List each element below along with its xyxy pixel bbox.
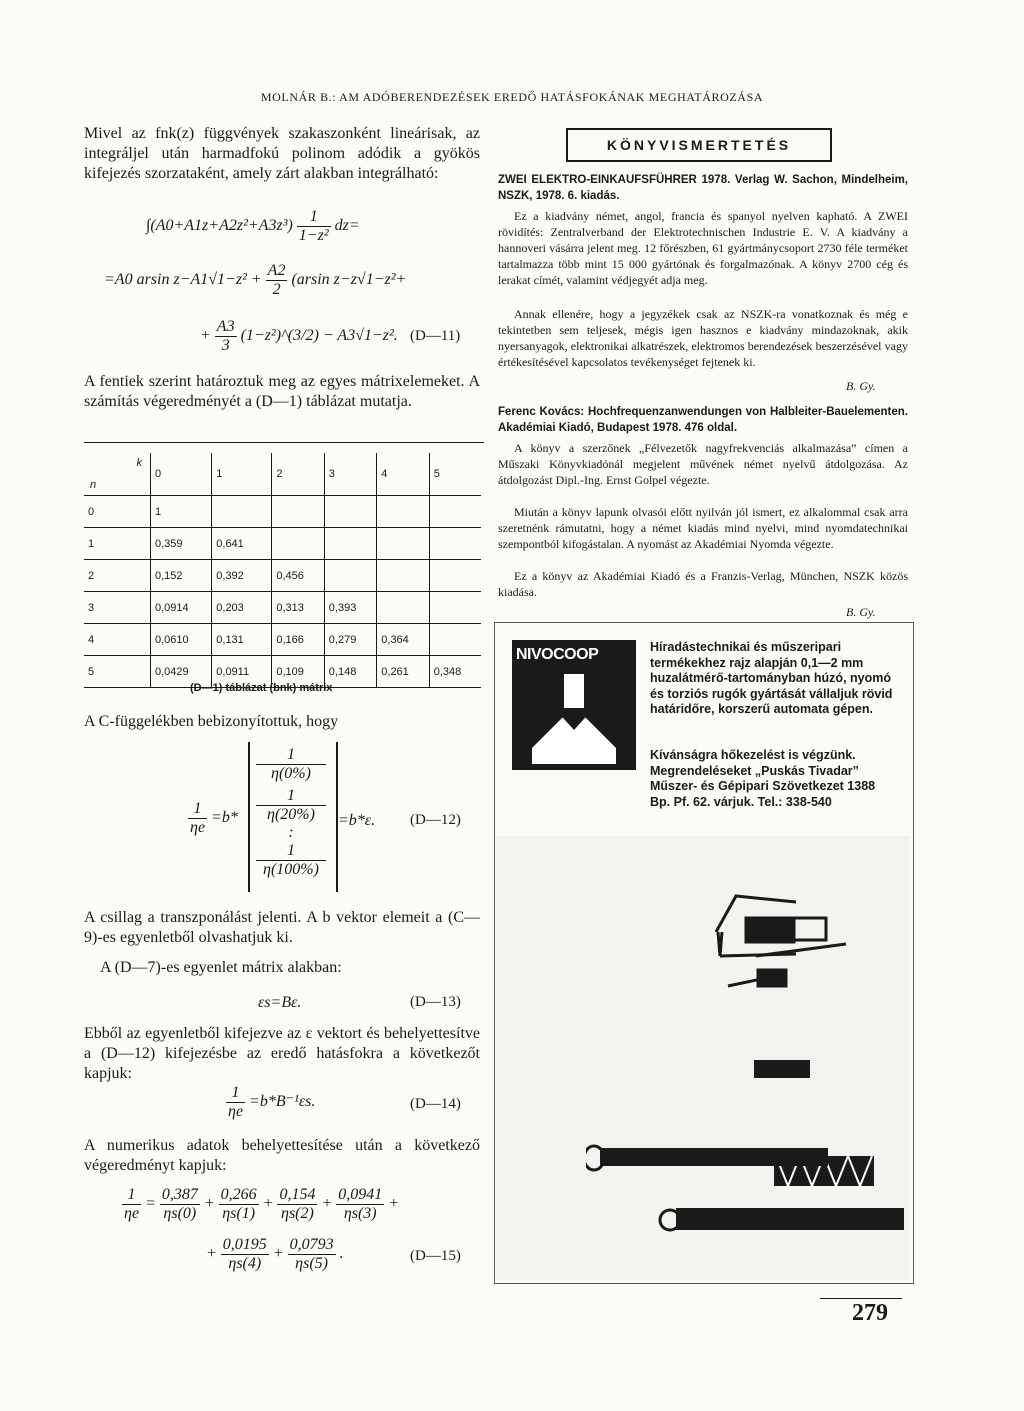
eq14-fraction	[226, 1084, 245, 1121]
equation-d13: εs=Bε.	[258, 994, 302, 1011]
equation-d11-line2	[104, 262, 406, 299]
eq11-line3-num: A3	[216, 318, 235, 335]
table-cell	[272, 496, 324, 528]
page-number-rule	[820, 1298, 902, 1299]
eq12-lhs-den: ηe	[190, 819, 206, 836]
table-cell: 0,364	[377, 624, 429, 656]
eq15-term-num: 0,0793	[289, 1236, 334, 1253]
col-header-3: 3	[324, 453, 376, 496]
table-cell: 0,359	[151, 528, 212, 560]
table-cell: 0,0429	[151, 656, 212, 688]
equation-number-d11: (D—11)	[410, 328, 461, 344]
eq15-term-2	[277, 1186, 317, 1223]
eq15-term-den: ηs(5)	[295, 1255, 328, 1272]
table-row	[84, 528, 481, 560]
review1-paragraph2: Annak ellenére, hogy a jegyzékek csak az NSZK-ra vonatkoznak és még e tekintetben sem teljesek, mégis igen hasznos e kiadvány mindazoknak, akik nyersanyagok, elektronikai alkatrészek, elektromos berendezések beszerzésével vagy értékesítésével kapcsolatos tevékenységet fejtenek ki.	[498, 307, 908, 369]
eq12-one: 1	[256, 787, 326, 806]
matrix-table-d1	[84, 453, 481, 688]
equation-d12-lhs	[188, 800, 238, 837]
eq12-vec-item-3	[256, 842, 326, 879]
eq12-b-star: =b*	[211, 809, 238, 827]
eq11-line3: (1−z²)^(3/2) − A3√1−z².	[240, 327, 398, 345]
eq12-vector	[256, 746, 326, 879]
small-spring-icon	[754, 1060, 810, 1078]
equation-d11-line3: + $\frac{A3}{3}$ (1−z²)^(3/2) − A3√1−z².	[200, 318, 398, 354]
table-cell: 0,203	[212, 592, 272, 624]
row-label: 5	[84, 656, 151, 688]
table-cell: 0,148	[324, 656, 376, 688]
eq12-vec-den-0: η(0%)	[271, 765, 311, 782]
review1-signature: B. Gy.	[846, 379, 876, 393]
table-row	[84, 496, 481, 528]
eq15-term-den: ηs(0)	[163, 1205, 197, 1222]
paragraph-matrix-elements: A fentiek szerint határoztuk meg az egyes mátrixelemeket. A számítás végeredményét a (D—1) táblázat mutatja.	[84, 373, 480, 410]
table-cell: 0,261	[377, 656, 429, 688]
table-cell: 1	[151, 496, 212, 528]
table-cell	[212, 496, 272, 528]
n-label: n	[90, 479, 97, 491]
table-cell	[429, 624, 481, 656]
paragraph-matrix-form: A (D—7)-es egyenlet mátrix alakban:	[100, 959, 342, 976]
eq15-term-num: 0,0941	[338, 1186, 383, 1203]
table-cell	[429, 528, 481, 560]
table-corner-cell	[84, 453, 151, 496]
equation-d15-line1: $\frac{1}{\eta e}$ = $\frac{0,387}{\eta s(0)}$ + $\frac{0,266}{\eta s(1)}$ + $\frac{0,154}{\eta s(2)}$ + $\frac{0,0941}{\eta s(3)}$ +	[124, 1186, 400, 1222]
table-cell: 0,0610	[151, 624, 212, 656]
page-number: 279	[852, 1300, 888, 1326]
table-cell: 0,456	[272, 560, 324, 592]
ad-text-1: Híradástechnikai és műszeripari termékekhez rajz alapján 0,1—2 mm huzalátmérő-tartományban húzó, nyomó és torziós rugók gyártását vállaljuk rövid határidőre, korszerű automata gépen.	[650, 640, 893, 716]
eq11-line3-fraction	[215, 318, 237, 355]
table-cell: 0,392	[212, 560, 272, 592]
table-row	[84, 560, 481, 592]
eq11-line3-den: 3	[221, 337, 230, 354]
eq11-line2b: (arsin z−z√1−z²+	[291, 271, 407, 289]
review1-paragraph1: Ez a kiadvány német, angol, francia és spanyol nyelven kapható. A ZWEI rövidítés: Zentralverband der Elektrotechnischen Industrie E. V. A kiadvány a hannoveri vásárra jelent meg. 12 főrészben, 61 gyártmánycsoport 2730 féle terméket tartalmazza több mint 15 000 gyártónak és forgalmazónak. A könyv 2700 cég és lerakat címét, valamint védjegyét adja meg.	[498, 209, 908, 287]
table-cell	[377, 528, 429, 560]
eq11-line2a: =A0 arsin z−A1√1−z² +	[104, 271, 262, 289]
logo-text: NIVOCOOP	[516, 646, 599, 663]
table-cell: 0,109	[272, 656, 324, 688]
eq15-term-den: ηs(3)	[343, 1205, 377, 1222]
table-cell	[429, 560, 481, 592]
table-cell: 0,279	[324, 624, 376, 656]
paragraph-appendix-c: A C-függelékben bebizonyítottuk, hogy	[84, 713, 339, 730]
eq15-term-0	[160, 1186, 200, 1223]
nivocoop-logo	[512, 640, 636, 770]
col-header-2: 2	[272, 453, 324, 496]
review2-paragraph2: Miután a könyv lapunk olvasói előtt nyilván jól ismert, ez alkalommal csak arra szeretnénk rámutatni, hogy a német kiadás mind nyelvi, mind nyomdatechnikai szempontból kifogástalan. A nyomást az Akadémiai Nyomda végezte.	[498, 505, 908, 551]
table-cell: 0,152	[151, 560, 212, 592]
equation-number-d12: (D—12)	[410, 812, 461, 828]
eq11-fraction	[297, 208, 331, 245]
eq15-term-1	[219, 1186, 259, 1223]
eq14-num: 1	[226, 1084, 245, 1103]
ad-text-2: Kívánságra hőkezelést is végzünk. Megrendeléseket „Puskás Tivadar” Műszer- és Gépipari Szövetkezet 1388 Bp. Pf. 62. várjuk. Tel.: 338-540	[650, 748, 876, 809]
eq15-term-num: 0,266	[220, 1186, 257, 1203]
eq11-frac-num: 1	[297, 208, 331, 227]
logo-house-icon	[512, 640, 636, 770]
eq11-line2-num: A2	[267, 262, 286, 279]
eq12-one: 1	[256, 746, 326, 765]
eq12-one: 1	[256, 842, 326, 861]
paragraph-transpose: A csillag a transzponálást jelenti. A b vektor elemeit a (C—9)-es egyenletből olvashatjuk ki.	[84, 909, 480, 946]
table-cell	[272, 528, 324, 560]
eq11-integrand: ∫(A0+A1z+A2z²+A3z³)	[146, 217, 293, 235]
long-springs-photo	[586, 1142, 908, 1232]
k-label: k	[136, 457, 142, 469]
eq15-term-den: ηs(4)	[228, 1255, 262, 1272]
eq14-rhs: =b*B⁻¹εs.	[249, 1093, 316, 1111]
eq15-term-den: ηs(2)	[281, 1205, 314, 1222]
eq11-line2-den: 2	[272, 281, 281, 298]
table-cell	[429, 496, 481, 528]
eq12-vec-item-0	[256, 746, 326, 783]
eq11-line2-fraction	[266, 262, 288, 299]
table-cell: 0,348	[429, 656, 481, 688]
table-cell: 0,166	[272, 624, 324, 656]
review2-title: Ferenc Kovács: Hochfrequenzanwendungen von Halbleiter-Bauelementen. Akadémiai Kiadó, Budapest 1978. 476 oldal.	[498, 406, 908, 434]
table-cell: 0,0914	[151, 592, 212, 624]
equation-d11-line1	[146, 208, 360, 245]
equation-d15-line2: + $\frac{0,0195}{\eta s(4)}$ + $\frac{0,0793}{\eta s(5)}$ .	[206, 1236, 344, 1272]
equation-number-d13: (D—13)	[410, 994, 461, 1010]
eq12-lhs-fraction	[188, 800, 207, 837]
table-top-rule	[84, 442, 484, 443]
table-cell	[324, 528, 376, 560]
table-cell	[377, 592, 429, 624]
table-cell: 0,313	[272, 592, 324, 624]
paragraph-intro: Mivel az fnk(z) függvények szakaszonként lineárisak, az integráljel után harmadfokú polinom adódik a gyökös kifejezés szorzataként, amely zárt alakban integrálható:	[84, 125, 480, 182]
eq11-frac-den: 1−z²	[298, 227, 329, 244]
paragraph-substitute: Ebből az egyenletből kifejezve az ε vektort és behelyettesítve a (D—12) kifejezésbe az eredő hatásfokra a következőt kapjuk:	[84, 1025, 480, 1082]
equation-d14	[226, 1084, 315, 1121]
eq15-term-num: 0,154	[279, 1186, 316, 1203]
eq15-term-4	[221, 1236, 269, 1273]
eq15-term-num: 0,387	[161, 1186, 198, 1203]
section-title-box: KÖNYVISMERTETÉS	[566, 128, 832, 162]
review2-paragraph3: Ez a könyv az Akadémiai Kiadó és a Franzis-Verlag, München, NSZK közös kiadása.	[498, 569, 908, 599]
eq11-dz: dz=	[334, 217, 360, 235]
table-cell: 0,641	[212, 528, 272, 560]
eq12-vec-dots: :	[288, 824, 294, 841]
eq15-term-3	[336, 1186, 384, 1223]
table-cell	[324, 496, 376, 528]
paragraph-numeric: A numerikus adatok behelyettesítése után a következő végeredményt kapjuk:	[84, 1137, 480, 1174]
eq12-lhs-num: 1	[188, 800, 207, 819]
table-cell: 0,393	[324, 592, 376, 624]
table-cell: 0,0911	[212, 656, 272, 688]
eq15-term-5	[288, 1236, 336, 1273]
table-row	[84, 592, 481, 624]
eq15-lhs-num: 1	[122, 1186, 141, 1205]
table-cell	[324, 560, 376, 592]
review2-signature: B. Gy.	[846, 605, 876, 619]
row-label: 0	[84, 496, 151, 528]
eq12-rhs: =b*ε.	[338, 812, 376, 829]
equation-number-d14: (D—14)	[410, 1096, 461, 1112]
col-header-0: 0	[151, 453, 212, 496]
table-cell	[377, 560, 429, 592]
eq12-vec-den-1: η(20%)	[267, 806, 315, 823]
table-caption: (D—1) táblázat (bnk) mátrix	[190, 682, 333, 694]
row-label: 3	[84, 592, 151, 624]
row-label: 4	[84, 624, 151, 656]
col-header-1: 1	[212, 453, 272, 496]
running-header: MOLNÁR B.: AM ADÓBERENDEZÉSEK EREDŐ HATÁSFOKÁNAK MEGHATÁROZÁSA	[260, 90, 764, 104]
eq15-term-den: ηs(1)	[222, 1205, 256, 1222]
eq15-lhs	[122, 1186, 141, 1223]
col-header-4: 4	[377, 453, 429, 496]
eq15-lhs-den: ηe	[124, 1205, 140, 1222]
eq12-vec-item-1	[256, 787, 326, 824]
table-header-row	[84, 453, 481, 496]
row-label: 1	[84, 528, 151, 560]
eq14-den: ηe	[228, 1103, 244, 1120]
col-header-5: 5	[429, 453, 481, 496]
review1-title: ZWEI ELEKTRO-EINKAUFSFÜHRER 1978. Verlag W. Sachon, Mindelheim, NSZK, 1978. 6. kiadás.	[498, 174, 908, 202]
eq15-term-num: 0,0195	[222, 1236, 267, 1253]
equation-number-d15: (D—15)	[410, 1248, 461, 1264]
eq12-vec-den-3: η(100%)	[263, 861, 319, 878]
review2-paragraph1: A könyv a szerzőnek „Félvezetők nagyfrekvenciás alkalmazása” címen a Műszaki Könyvkiadónál megjelent művének német nyelvű átdolgozása. Az átdolgozást Dipl.-Ing. Ernst Golpel végezte.	[498, 441, 908, 487]
table-row	[84, 624, 481, 656]
table-cell: 0,131	[212, 624, 272, 656]
table-cell	[429, 592, 481, 624]
table-cell	[377, 496, 429, 528]
row-label: 2	[84, 560, 151, 592]
